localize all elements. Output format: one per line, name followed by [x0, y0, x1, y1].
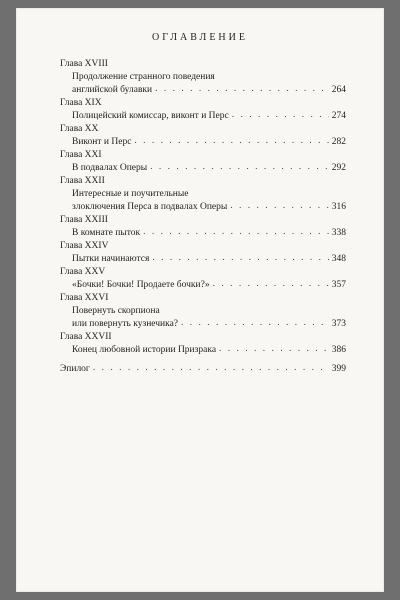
chapter-title-line: злоключения Перса в подвалах Оперы [72, 202, 228, 212]
chapter-title-line: Интересные и поучительные [72, 189, 189, 199]
toc-entry [60, 110, 346, 123]
page-number: 348 [331, 254, 346, 264]
chapter-title-line: Полицейский комиссар, виконт и Перс [72, 111, 229, 121]
chapter-heading: Глава XXV [60, 267, 106, 277]
dot-leader [134, 136, 328, 148]
book-page [16, 8, 384, 592]
dot-leader [213, 279, 329, 291]
dot-leader [181, 318, 329, 330]
dot-leader [232, 110, 329, 122]
toc-entry [60, 201, 346, 214]
chapter-title-line: В комнате пыток [72, 228, 141, 238]
chapter-title-line: Пытки начинаются [72, 254, 150, 264]
toc-entry [60, 162, 346, 175]
epilogue-label: Эпилог [60, 364, 90, 374]
chapter-heading: Глава XXIII [60, 215, 108, 225]
page-number: 292 [331, 163, 346, 173]
chapter-title-line: Виконт и Перс [72, 137, 132, 147]
table-of-contents [60, 58, 346, 376]
chapter-title-line: английской булавки [72, 85, 153, 95]
dot-leader [143, 227, 329, 239]
toc-entry [60, 84, 346, 97]
chapter-heading: Глава XXII [60, 176, 105, 186]
dot-leader [150, 162, 329, 174]
chapter-title-line: Конец любовной истории Призрака [72, 345, 217, 355]
page-number: 399 [331, 364, 346, 374]
chapter-heading: Глава XX [60, 124, 99, 134]
page-number: 282 [331, 137, 346, 147]
toc-entry [60, 318, 346, 331]
toc-entry [60, 136, 346, 149]
dot-leader [219, 344, 329, 356]
page-number: 274 [331, 111, 346, 121]
chapter-heading: Глава XXVI [60, 293, 109, 303]
toc-entry [60, 344, 346, 357]
chapter-title-line: или повернуть кузнечика? [72, 319, 179, 329]
page-number: 264 [331, 85, 346, 95]
chapter-title-line: Повернуть скорпиона [72, 306, 160, 316]
chapter-heading: Глава XXIV [60, 241, 109, 251]
chapter-title-line: В подвалах Оперы [72, 163, 148, 173]
page-number: 386 [331, 345, 346, 355]
chapter-title-line: «Бочки! Бочки! Продаете бочки?» [72, 280, 210, 290]
dot-leader [155, 84, 329, 96]
chapter-heading: Глава XIX [60, 98, 102, 108]
chapter-heading: Глава XVIII [60, 59, 108, 69]
dot-leader [93, 363, 329, 375]
toc-entry [60, 279, 346, 292]
toc-entry-epilogue [60, 363, 346, 376]
page-number: 357 [331, 280, 346, 290]
page-number: 316 [331, 202, 346, 212]
toc-entry [60, 227, 346, 240]
page-number: 373 [331, 319, 346, 329]
page-title: ОГЛАВЛЕНИЕ [152, 32, 248, 43]
dot-leader [152, 253, 328, 265]
toc-entry [60, 253, 346, 266]
chapter-title-line: Продолжение странного поведения [72, 72, 215, 82]
page-number: 338 [331, 228, 346, 238]
chapter-heading: Глава XXVII [60, 332, 112, 342]
dot-leader [230, 201, 328, 213]
chapter-heading: Глава XXI [60, 150, 102, 160]
